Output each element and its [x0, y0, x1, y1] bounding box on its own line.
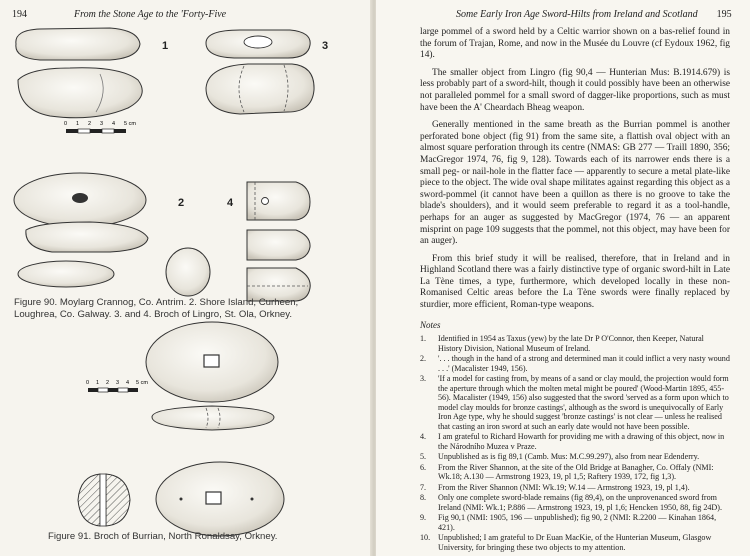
fig-label-2: 2 [178, 197, 185, 209]
fig90-3-drawing [206, 30, 314, 114]
note-number: 6. [420, 462, 427, 472]
fig-label-4: 4 [227, 197, 234, 209]
fig-label-1: 1 [162, 40, 169, 52]
scale2-tick-3: 3 [116, 380, 120, 386]
scale-tick-4: 4 [112, 121, 116, 127]
note-item [420, 452, 730, 462]
fig91-drawing [78, 322, 284, 536]
left-page [0, 0, 372, 556]
note-text: Identified in 1954 as Taxus (yew) by the late Dr P O'Connor, then Keeper, Natural History Division, National Museum of Ireland. [438, 334, 704, 353]
note-number: 3. [420, 374, 427, 384]
note-item [420, 513, 730, 532]
fig90-4-drawing [247, 182, 310, 301]
note-number: 7. [420, 482, 427, 492]
note-item [420, 533, 730, 552]
note-text: From the River Shannon (NMI: Wk.19; W.14 — Armstrong 1923, 19, pl 1,4). [438, 482, 690, 492]
paragraph-1: large pommel of a sword held by a Celtic warrior shown on a bas-relief found in the forum of Trajan, Rome, and now in the Musée du Louvre (cf Eydoux 1962, fig 14). [420, 27, 730, 61]
paragraph-4: From this brief study it will be realised, therefore, that in Ireland and in Highland Scotland there was a fairly distinctive type of organic sword-hilt in Late La Tène times, a type, furthermore, which developed locally in these non-Romanised Celtic areas before the La Tène swords were finally replaced by sturdier, more efficient, Roman-type weapons. [420, 253, 730, 311]
body-text [420, 27, 730, 553]
figure90-caption: Figure 90. Moylarg Crannog, Co. Antrim. 2. Shore Island, Curheen, Loughrea, Co. Galway. 3. and 4. Broch of Lingro, St. Ola, Orkney. [14, 297, 299, 320]
note-item [420, 463, 730, 482]
scale-tick-5: 5 cm [124, 121, 136, 127]
scale-tick-1: 1 [76, 121, 80, 127]
scale2-tick-5: 5 cm [136, 380, 148, 386]
scale2-tick-0: 0 [86, 380, 90, 386]
note-item [420, 483, 730, 493]
figure-drawings [0, 0, 372, 556]
paragraph-3: Generally mentioned in the same breath as the Burrian pommel is another perforated bone object (fig 91) from the same site, a flattish oval object with an almost square perforation through its centre (NMAS: GB 277 — Traill 1890, 356; MacGregor 1974, 76, fig 9, 128). Towards each of its narrower ends there is a small peg- or nail-hole in the flatter face — apparently to secure a metal plate-like piece to the object. The wide oval shape militates against regarding this object as a sword-pommel (it cannot have been a quillon as there is no groove to take the blade's shoulders), and it would seem preferable to regard it as a tool-handle, perhaps for an auger as suggested by MacGregor (1974, 76 — an apparent misprint on page 109 suggests that the pommel, not this object, may have been for an auger). [420, 120, 730, 247]
note-number: 10. [420, 533, 431, 543]
left-page-number: 194 [12, 9, 27, 20]
note-text: Only one complete sword-blade remains (fig 89,4), on the unprovenanced sword from Ireland (NMI: Wk.1; P.886 — Armstrong 1923, 19, pl 1,6; Hencken 1950, 88, fig 24D). [438, 493, 722, 512]
note-number: 5. [420, 452, 427, 462]
note-item [420, 354, 730, 373]
scale-bar-fig91 [86, 380, 148, 392]
scale-tick-0: 0 [64, 121, 68, 127]
note-number: 8. [420, 493, 427, 503]
fig90-2-drawing [14, 173, 210, 296]
right-page-number: 195 [716, 9, 732, 20]
note-text: From the River Shannon, at the site of the Old Bridge at Banagher, Co. Offaly (NMI: Wk.18; A.130 — Armstrong 1923, 19, pl 1,5; Raftery 1939, 172, fig 1,3). [438, 462, 714, 482]
scale2-tick-4: 4 [126, 380, 130, 386]
left-running-head-title: From the Stone Age to the 'Forty-Five [74, 9, 227, 20]
scale2-tick-2: 2 [106, 380, 110, 386]
scale-tick-2: 2 [88, 121, 92, 127]
fig90-1-drawing [16, 28, 142, 118]
note-item [420, 334, 730, 353]
right-running-head-title: Some Early Iron Age Sword-Hilts from Ireland and Scotland [456, 9, 698, 20]
right-running-head [456, 9, 732, 20]
note-text: Unpublished; I am grateful to Dr Euan MacKie, of the Hunterian Museum, Glasgow University, for bringing these two objects to my attention. [438, 533, 712, 552]
note-text: 'If a model for casting from, by means of a sand or clay mould, the projection would form the aperture through which the molten metal might be poured' (Wood-Martin 1895, 455-56). Macalister (1949, 156) also suggested that the sword 'served as a form upon which to model clay moulds for bronze castings', although as the sword is unequivocally of Early Iron Age type, why he should suggest 'bronze castings' is not clear — unless he realised that casting an iron sword at such an early date would not have been possible. [438, 374, 729, 431]
scale2-tick-1: 1 [96, 380, 100, 386]
note-number: 4. [420, 432, 427, 442]
figure91-caption: Figure 91. Broch of Burrian, North Ronaldsay, Orkney. [48, 531, 278, 542]
scale-tick-3: 3 [100, 121, 104, 127]
right-page [376, 0, 750, 556]
scale-bar-fig90 [64, 121, 136, 133]
note-number: 9. [420, 513, 427, 523]
notes-heading: Notes [420, 319, 441, 330]
note-number: 2. [420, 354, 427, 364]
note-text: Unpublished as is fig 89,1 (Camb. Mus: M.C.99.297), also from near Edenderry. [438, 452, 700, 462]
note-text: '. . . though in the hand of a strong and determined man it could inflict a very nasty wound . . .' (Macalister 1949, 156). [438, 354, 730, 373]
paragraph-2: The smaller object from Lingro (fig 90,4 — Hunterian Mus: B.1914.679) is less probably part of a sword-hilt, though it could possibly have been an otherwise not paralleled pommel for a small sword of dagger-like proportions, such as must have been the A' Cheardach Bheag weapon. [420, 67, 730, 113]
note-number: 1. [420, 334, 427, 344]
note-text: I am grateful to Richard Howarth for providing me with a drawing of this object, now in the Národního Muzea v Praze. [438, 432, 725, 451]
note-item [420, 374, 730, 431]
note-item [420, 432, 730, 451]
note-item [420, 493, 730, 512]
notes-list [420, 334, 730, 552]
note-text: Fig 90,1 (NMI: 1905, 196 — unpublished); fig 90, 2 (NMI: R.2200 — Kinahan 1864, 421). [438, 513, 717, 532]
fig-label-3: 3 [322, 40, 329, 52]
